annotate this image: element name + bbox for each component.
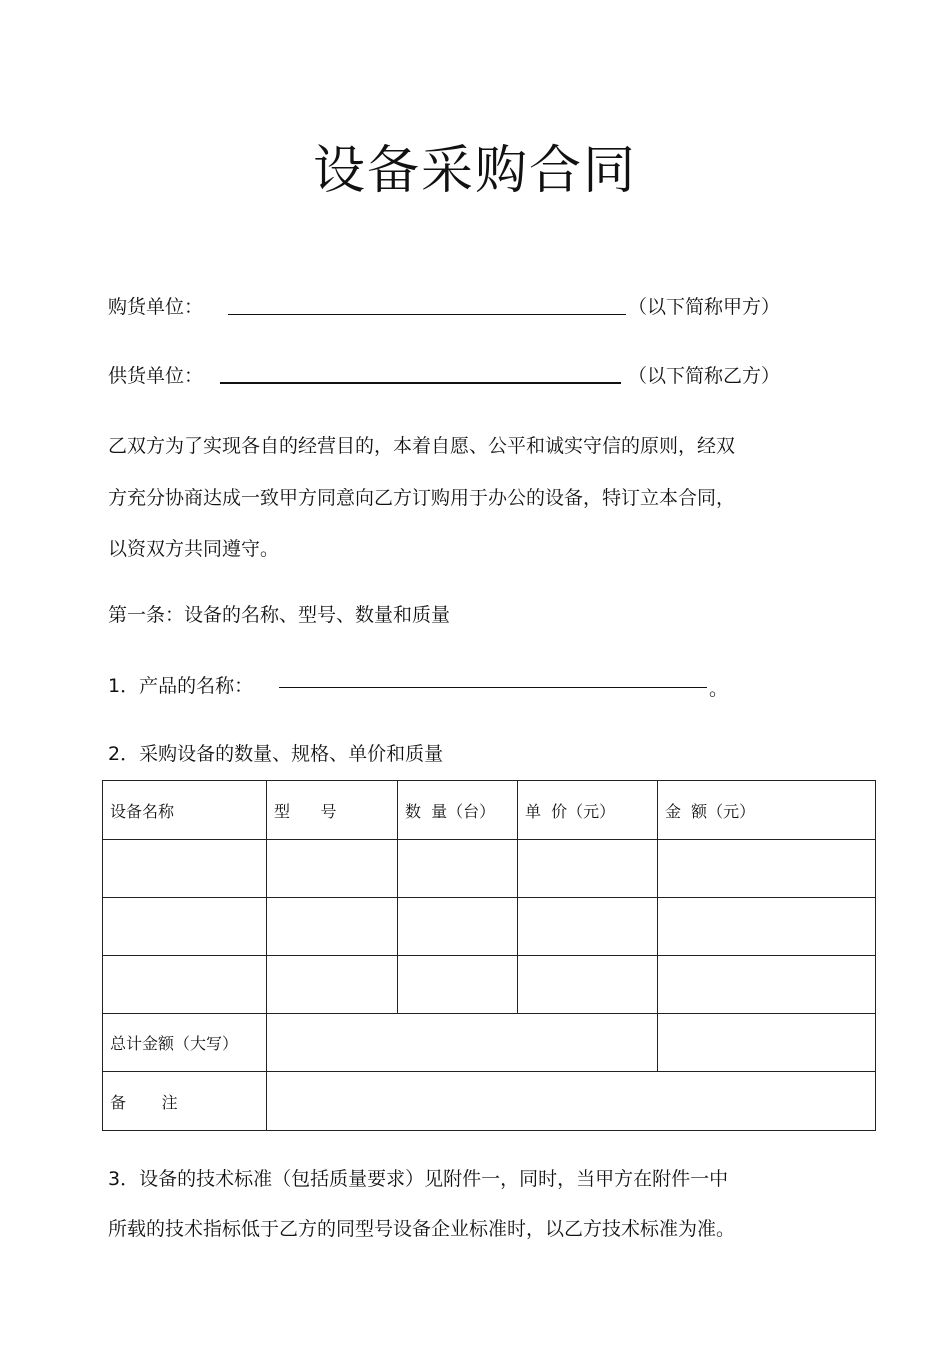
remark-cell[interactable]	[267, 1072, 876, 1131]
table-cell[interactable]	[518, 840, 658, 898]
table-cell[interactable]	[658, 956, 876, 1014]
table-header-row	[103, 781, 876, 840]
header-equipment-name: 设备名称	[103, 781, 267, 840]
table-cell[interactable]	[103, 840, 267, 898]
item-1-label: 1．产品的名称：	[108, 675, 254, 697]
intro-line: 以资双方共同遵守。	[108, 538, 280, 560]
total-amount-cell[interactable]	[658, 1014, 876, 1072]
table-cell[interactable]	[267, 840, 398, 898]
table-cell[interactable]	[267, 956, 398, 1014]
header-quantity: 数 量（台）	[398, 781, 518, 840]
supplier-label: 供货单位：	[108, 365, 204, 387]
table-cell[interactable]	[267, 898, 398, 956]
intro-line: 方充分协商达成一致甲方同意向乙方订购用于办公的设备，特订立本合同，	[108, 487, 736, 509]
supplier-suffix: （以下简称乙方）	[628, 365, 781, 387]
buyer-label: 购货单位：	[108, 296, 204, 318]
table-cell[interactable]	[103, 956, 267, 1014]
table-cell[interactable]	[398, 840, 518, 898]
table-row	[103, 898, 876, 956]
item-3-line: 所载的技术指标低于乙方的同型号设备企业标准时，以乙方技术标准为准。	[108, 1218, 736, 1240]
product-name-blank-line[interactable]	[279, 687, 707, 688]
table-cell[interactable]	[103, 898, 267, 956]
total-amount-words-cell[interactable]	[267, 1014, 658, 1072]
table-row	[103, 840, 876, 898]
article-1-heading: 第一条：设备的名称、型号、数量和质量	[108, 604, 451, 626]
table-cell[interactable]	[398, 956, 518, 1014]
header-model: 型 号	[267, 781, 398, 840]
table-cell[interactable]	[518, 956, 658, 1014]
total-row	[103, 1014, 876, 1072]
table-cell[interactable]	[518, 898, 658, 956]
item-1-end: 。	[709, 678, 729, 700]
buyer-blank-line[interactable]	[228, 314, 626, 315]
supplier-blank-line[interactable]	[220, 382, 621, 384]
table-cell[interactable]	[398, 898, 518, 956]
item-2-heading: 2．采购设备的数量、规格、单价和质量	[108, 743, 444, 765]
header-unit-price: 单 价（元）	[518, 781, 658, 840]
table-row	[103, 956, 876, 1014]
remark-label: 备 注	[103, 1072, 267, 1131]
header-amount: 金 额（元）	[658, 781, 876, 840]
intro-line: 乙双方为了实现各自的经营目的，本着自愿、公平和诚实守信的原则，经双	[108, 435, 736, 457]
equipment-table	[102, 780, 876, 1131]
buyer-suffix: （以下简称甲方）	[628, 296, 781, 318]
table-cell[interactable]	[658, 840, 876, 898]
remark-row	[103, 1072, 876, 1131]
table-cell[interactable]	[658, 898, 876, 956]
item-3-line: 3．设备的技术标准（包括质量要求）见附件一，同时，当甲方在附件一中	[108, 1168, 729, 1190]
total-amount-label: 总计金额（大写）	[103, 1014, 267, 1072]
document-title: 设备采购合同	[312, 141, 637, 201]
